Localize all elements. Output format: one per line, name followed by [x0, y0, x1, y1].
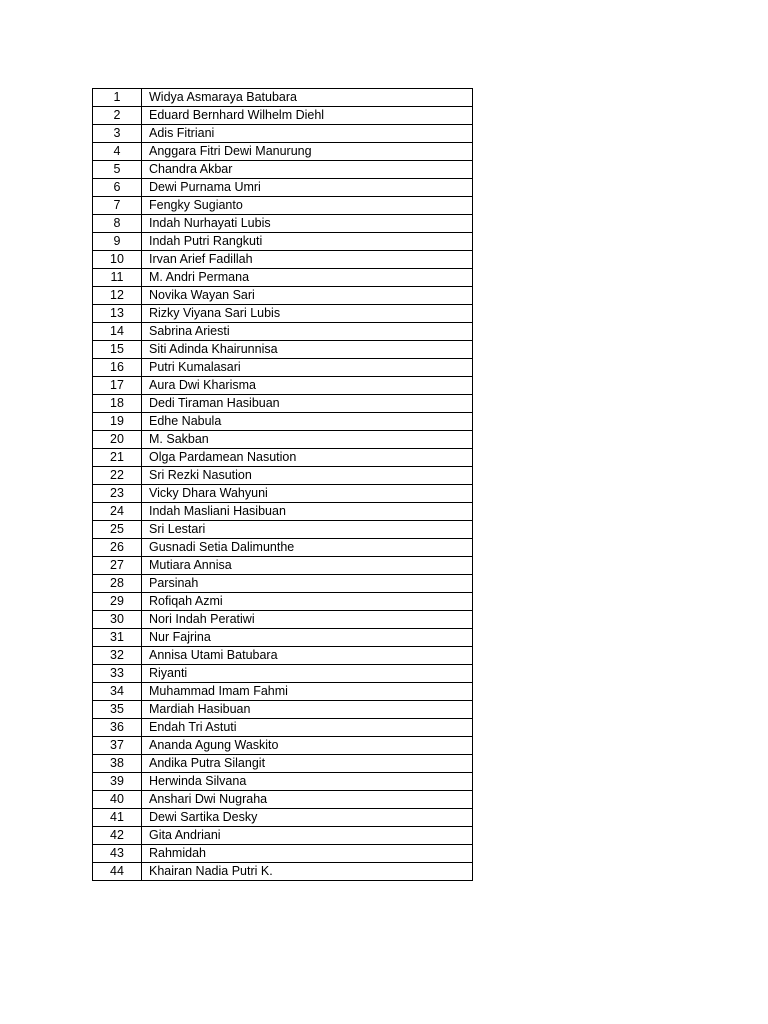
- row-number-cell: 43: [93, 845, 142, 863]
- person-name-cell: Nori Indah Peratiwi: [142, 611, 473, 629]
- table-row: [93, 683, 473, 701]
- table-row: [93, 449, 473, 467]
- row-number-cell: 42: [93, 827, 142, 845]
- table-row: [93, 521, 473, 539]
- row-number-cell: 37: [93, 737, 142, 755]
- person-name-cell: Endah Tri Astuti: [142, 719, 473, 737]
- person-name-cell: Siti Adinda Khairunnisa: [142, 341, 473, 359]
- table-row: [93, 791, 473, 809]
- table-row: [93, 323, 473, 341]
- person-name-cell: Sri Rezki Nasution: [142, 467, 473, 485]
- row-number-cell: 35: [93, 701, 142, 719]
- row-number-cell: 29: [93, 593, 142, 611]
- row-number-cell: 25: [93, 521, 142, 539]
- person-name-cell: Anggara Fitri Dewi Manurung: [142, 143, 473, 161]
- table-row: [93, 431, 473, 449]
- table-row: [93, 755, 473, 773]
- person-name-cell: Indah Nurhayati Lubis: [142, 215, 473, 233]
- row-number-cell: 34: [93, 683, 142, 701]
- person-name-cell: Indah Masliani Hasibuan: [142, 503, 473, 521]
- table-row: [93, 395, 473, 413]
- row-number-cell: 1: [93, 89, 142, 107]
- person-name-cell: Herwinda Silvana: [142, 773, 473, 791]
- table-row: [93, 251, 473, 269]
- table-row: [93, 233, 473, 251]
- row-number-cell: 2: [93, 107, 142, 125]
- row-number-cell: 4: [93, 143, 142, 161]
- table-row: [93, 485, 473, 503]
- row-number-cell: 24: [93, 503, 142, 521]
- person-name-cell: Novika Wayan Sari: [142, 287, 473, 305]
- name-list-sheet: [92, 88, 473, 881]
- table-row: [93, 809, 473, 827]
- person-name-cell: Rofiqah Azmi: [142, 593, 473, 611]
- row-number-cell: 17: [93, 377, 142, 395]
- table-row: [93, 413, 473, 431]
- table-row: [93, 305, 473, 323]
- person-name-cell: Dewi Sartika Desky: [142, 809, 473, 827]
- row-number-cell: 30: [93, 611, 142, 629]
- row-number-cell: 8: [93, 215, 142, 233]
- row-number-cell: 26: [93, 539, 142, 557]
- person-name-cell: Anshari Dwi Nugraha: [142, 791, 473, 809]
- person-name-cell: Chandra Akbar: [142, 161, 473, 179]
- person-name-cell: Annisa Utami Batubara: [142, 647, 473, 665]
- table-row: [93, 287, 473, 305]
- table-row: [93, 593, 473, 611]
- row-number-cell: 9: [93, 233, 142, 251]
- row-number-cell: 15: [93, 341, 142, 359]
- row-number-cell: 28: [93, 575, 142, 593]
- person-name-cell: Aura Dwi Kharisma: [142, 377, 473, 395]
- table-row: [93, 125, 473, 143]
- table-row: [93, 89, 473, 107]
- row-number-cell: 16: [93, 359, 142, 377]
- table-row: [93, 719, 473, 737]
- table-row: [93, 359, 473, 377]
- person-name-cell: Putri Kumalasari: [142, 359, 473, 377]
- row-number-cell: 31: [93, 629, 142, 647]
- person-name-cell: M. Andri Permana: [142, 269, 473, 287]
- row-number-cell: 44: [93, 863, 142, 881]
- person-name-cell: Irvan Arief Fadillah: [142, 251, 473, 269]
- row-number-cell: 38: [93, 755, 142, 773]
- person-name-cell: Olga Pardamean Nasution: [142, 449, 473, 467]
- person-name-cell: Riyanti: [142, 665, 473, 683]
- person-name-cell: Khairan Nadia Putri K.: [142, 863, 473, 881]
- row-number-cell: 36: [93, 719, 142, 737]
- table-row: [93, 737, 473, 755]
- table-row: [93, 503, 473, 521]
- person-name-cell: Sabrina Ariesti: [142, 323, 473, 341]
- table-row: [93, 107, 473, 125]
- row-number-cell: 20: [93, 431, 142, 449]
- person-name-cell: Sri Lestari: [142, 521, 473, 539]
- name-list-table: [92, 88, 473, 881]
- row-number-cell: 41: [93, 809, 142, 827]
- table-row: [93, 773, 473, 791]
- person-name-cell: Andika Putra Silangit: [142, 755, 473, 773]
- row-number-cell: 13: [93, 305, 142, 323]
- table-row: [93, 269, 473, 287]
- table-row: [93, 539, 473, 557]
- person-name-cell: Indah Putri Rangkuti: [142, 233, 473, 251]
- row-number-cell: 3: [93, 125, 142, 143]
- row-number-cell: 14: [93, 323, 142, 341]
- name-list-body: [93, 89, 473, 881]
- person-name-cell: Mardiah Hasibuan: [142, 701, 473, 719]
- person-name-cell: Nur Fajrina: [142, 629, 473, 647]
- row-number-cell: 23: [93, 485, 142, 503]
- row-number-cell: 21: [93, 449, 142, 467]
- person-name-cell: Mutiara Annisa: [142, 557, 473, 575]
- table-row: [93, 197, 473, 215]
- person-name-cell: M. Sakban: [142, 431, 473, 449]
- person-name-cell: Vicky Dhara Wahyuni: [142, 485, 473, 503]
- table-row: [93, 611, 473, 629]
- row-number-cell: 27: [93, 557, 142, 575]
- person-name-cell: Widya Asmaraya Batubara: [142, 89, 473, 107]
- person-name-cell: Muhammad Imam Fahmi: [142, 683, 473, 701]
- person-name-cell: Rahmidah: [142, 845, 473, 863]
- table-row: [93, 665, 473, 683]
- table-row: [93, 215, 473, 233]
- row-number-cell: 32: [93, 647, 142, 665]
- table-row: [93, 377, 473, 395]
- row-number-cell: 12: [93, 287, 142, 305]
- table-row: [93, 647, 473, 665]
- row-number-cell: 11: [93, 269, 142, 287]
- person-name-cell: Gita Andriani: [142, 827, 473, 845]
- table-row: [93, 557, 473, 575]
- table-row: [93, 179, 473, 197]
- person-name-cell: Adis Fitriani: [142, 125, 473, 143]
- table-row: [93, 701, 473, 719]
- person-name-cell: Fengky Sugianto: [142, 197, 473, 215]
- table-row: [93, 629, 473, 647]
- person-name-cell: Eduard Bernhard Wilhelm Diehl: [142, 107, 473, 125]
- table-row: [93, 143, 473, 161]
- person-name-cell: Ananda Agung Waskito: [142, 737, 473, 755]
- row-number-cell: 18: [93, 395, 142, 413]
- row-number-cell: 19: [93, 413, 142, 431]
- row-number-cell: 33: [93, 665, 142, 683]
- table-row: [93, 845, 473, 863]
- table-row: [93, 863, 473, 881]
- table-row: [93, 827, 473, 845]
- person-name-cell: Edhe Nabula: [142, 413, 473, 431]
- table-row: [93, 575, 473, 593]
- person-name-cell: Dedi Tiraman Hasibuan: [142, 395, 473, 413]
- row-number-cell: 5: [93, 161, 142, 179]
- row-number-cell: 6: [93, 179, 142, 197]
- person-name-cell: Dewi Purnama Umri: [142, 179, 473, 197]
- row-number-cell: 39: [93, 773, 142, 791]
- person-name-cell: Gusnadi Setia Dalimunthe: [142, 539, 473, 557]
- row-number-cell: 7: [93, 197, 142, 215]
- row-number-cell: 40: [93, 791, 142, 809]
- person-name-cell: Rizky Viyana Sari Lubis: [142, 305, 473, 323]
- table-row: [93, 467, 473, 485]
- table-row: [93, 161, 473, 179]
- person-name-cell: Parsinah: [142, 575, 473, 593]
- row-number-cell: 10: [93, 251, 142, 269]
- table-row: [93, 341, 473, 359]
- row-number-cell: 22: [93, 467, 142, 485]
